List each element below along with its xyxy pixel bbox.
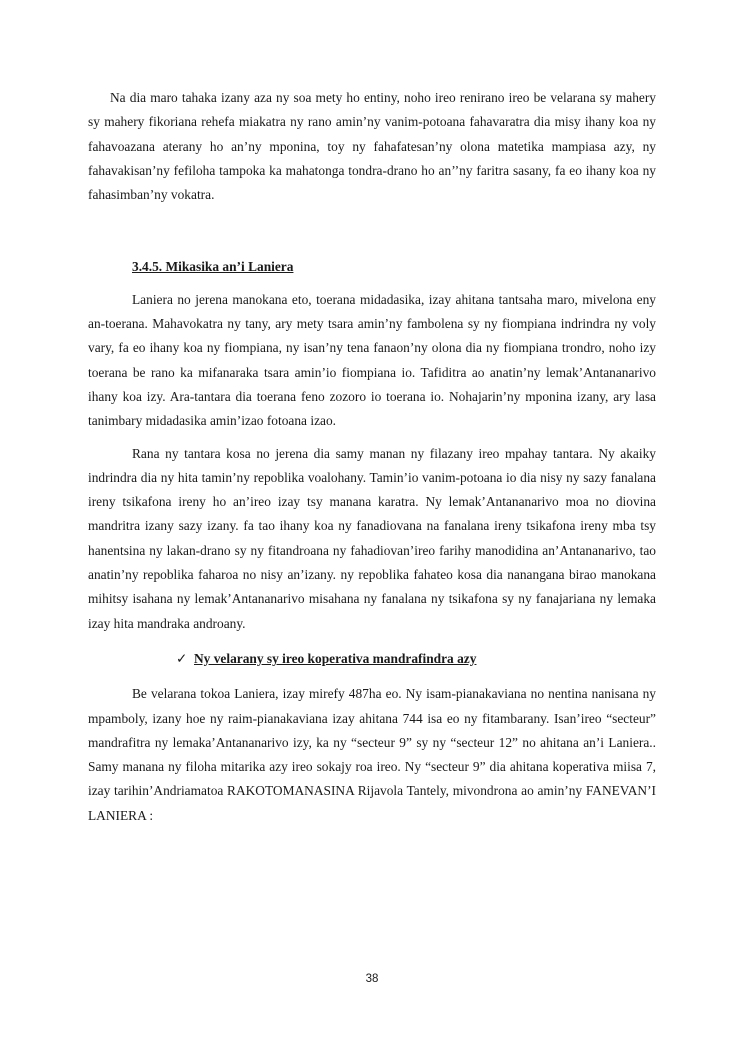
heading-spacer xyxy=(88,671,656,682)
paragraph-spacer xyxy=(88,434,656,442)
subsection-heading xyxy=(88,647,656,671)
section-spacer xyxy=(88,207,656,255)
heading-spacer xyxy=(88,280,656,288)
page-number: 38 xyxy=(365,973,379,985)
document-page xyxy=(88,86,656,828)
section-heading: 3.4.5. Mikasika an’i Laniera xyxy=(132,259,294,275)
paragraph-area: Be velarana tokoa Laniera, izay mirefy 487ha eo. Ny isam-pianakaviana no nentina nanisana ny mpamboly, izany hoe ny raim-pianakaviana izay ahitana 744 isa eo ny fitambarany. Isan’ireo “secteur” mandrafitra ny lemaka’Antananarivo izy, ka ny “secteur 9” sy ny “secteur 12” no ahitana an’i Laniera.. Samy manana ny filoha mitarika azy ireo sokajy roa ireo. Ny “secteur 9” dia ahitana koperativa miisa 7, izay tarihin’Andriamatoa RAKOTOMANASINA Rijavola Tantely, mivondrona ao amin’ny FANEVAN’I LANIERA : xyxy=(88,686,656,823)
paragraph-laniera: Laniera no jerena manokana eto, toerana midadasika, izay ahitana tantsaha maro, mivelona eny an-toerana. Mahavokatra ny tany, ary mety tsara amin’ny fambolena sy ny fiompiana indrindra ny voly vary, fa eo ihany koa ny fiompiana, ny isan’ny tena fanaon’ny olona dia ny fiompiana trondro, noho izy toerana be rano ka mifanaraka tsara amin’io fiompiana io. Tafiditra ao anatin’ny lemak’Antananarivo ihany koa izy. Ara-tantara dia toerana feno zozoro io toerana io. Nohajarin’ny mponina izany, ary lasa tanimbary midadasika amin’izao fotoana izao. xyxy=(88,291,656,429)
subsection-heading-text: Ny velarany sy ireo koperativa mandrafindra azy xyxy=(194,650,477,666)
checkmark-icon: ✓ xyxy=(176,650,188,666)
paragraph-history: Rana ny tantara kosa no jerena dia samy manan ny filazany ireo mpahay tantara. Ny akaiky indrindra dia ny hita tamin’ny repoblika voalohany. Tamin’io vanim-potoana io dia nisy ny sazy fanalana ireny tsikafona ireny ho an’ireo izay tsy manana karatra. Ny lemak’Antananarivo moa no diovina mandritra izany sazy izany. fa tao ihany koa ny fanadiovana na fanalana ireny tsikafona ireny mba tsy hanentsina ny lakan-drano sy ny fitandroana ny fahadiovan’ireo farihy manodidina an’Antananarivo, tao anatin’ny repoblika faharoa no nisy an’izany. ny repoblika fahateo kosa dia nanangana birao manokana mihitsy isahana ny lemak’Antananarivo misahana ny fanalana ny tsikafona sy ny fanajariana ny lemaka izay hita mandraka androany. xyxy=(88,445,656,631)
paragraph-intro: Na dia maro tahaka izany aza ny soa mety ho entiny, noho ireo renirano ireo be velarana sy mahery sy mahery fikoriana rehefa miakatra ny rano amin’ny vanim-potoana fahavaratra dia misy ihany koa ny fahavoazana aterany ho an’ny mponina, toy ny fahafatesan’ny olona matetika mampiasa azy, ny fahavakisan’ny fefiloha tampoka ka mahatonga tondra-drano ho an’’ny faritra sasany, fa eo ihany koa ny fahasimban’ny vokatra. xyxy=(88,90,656,203)
paragraph-spacer xyxy=(88,636,656,647)
